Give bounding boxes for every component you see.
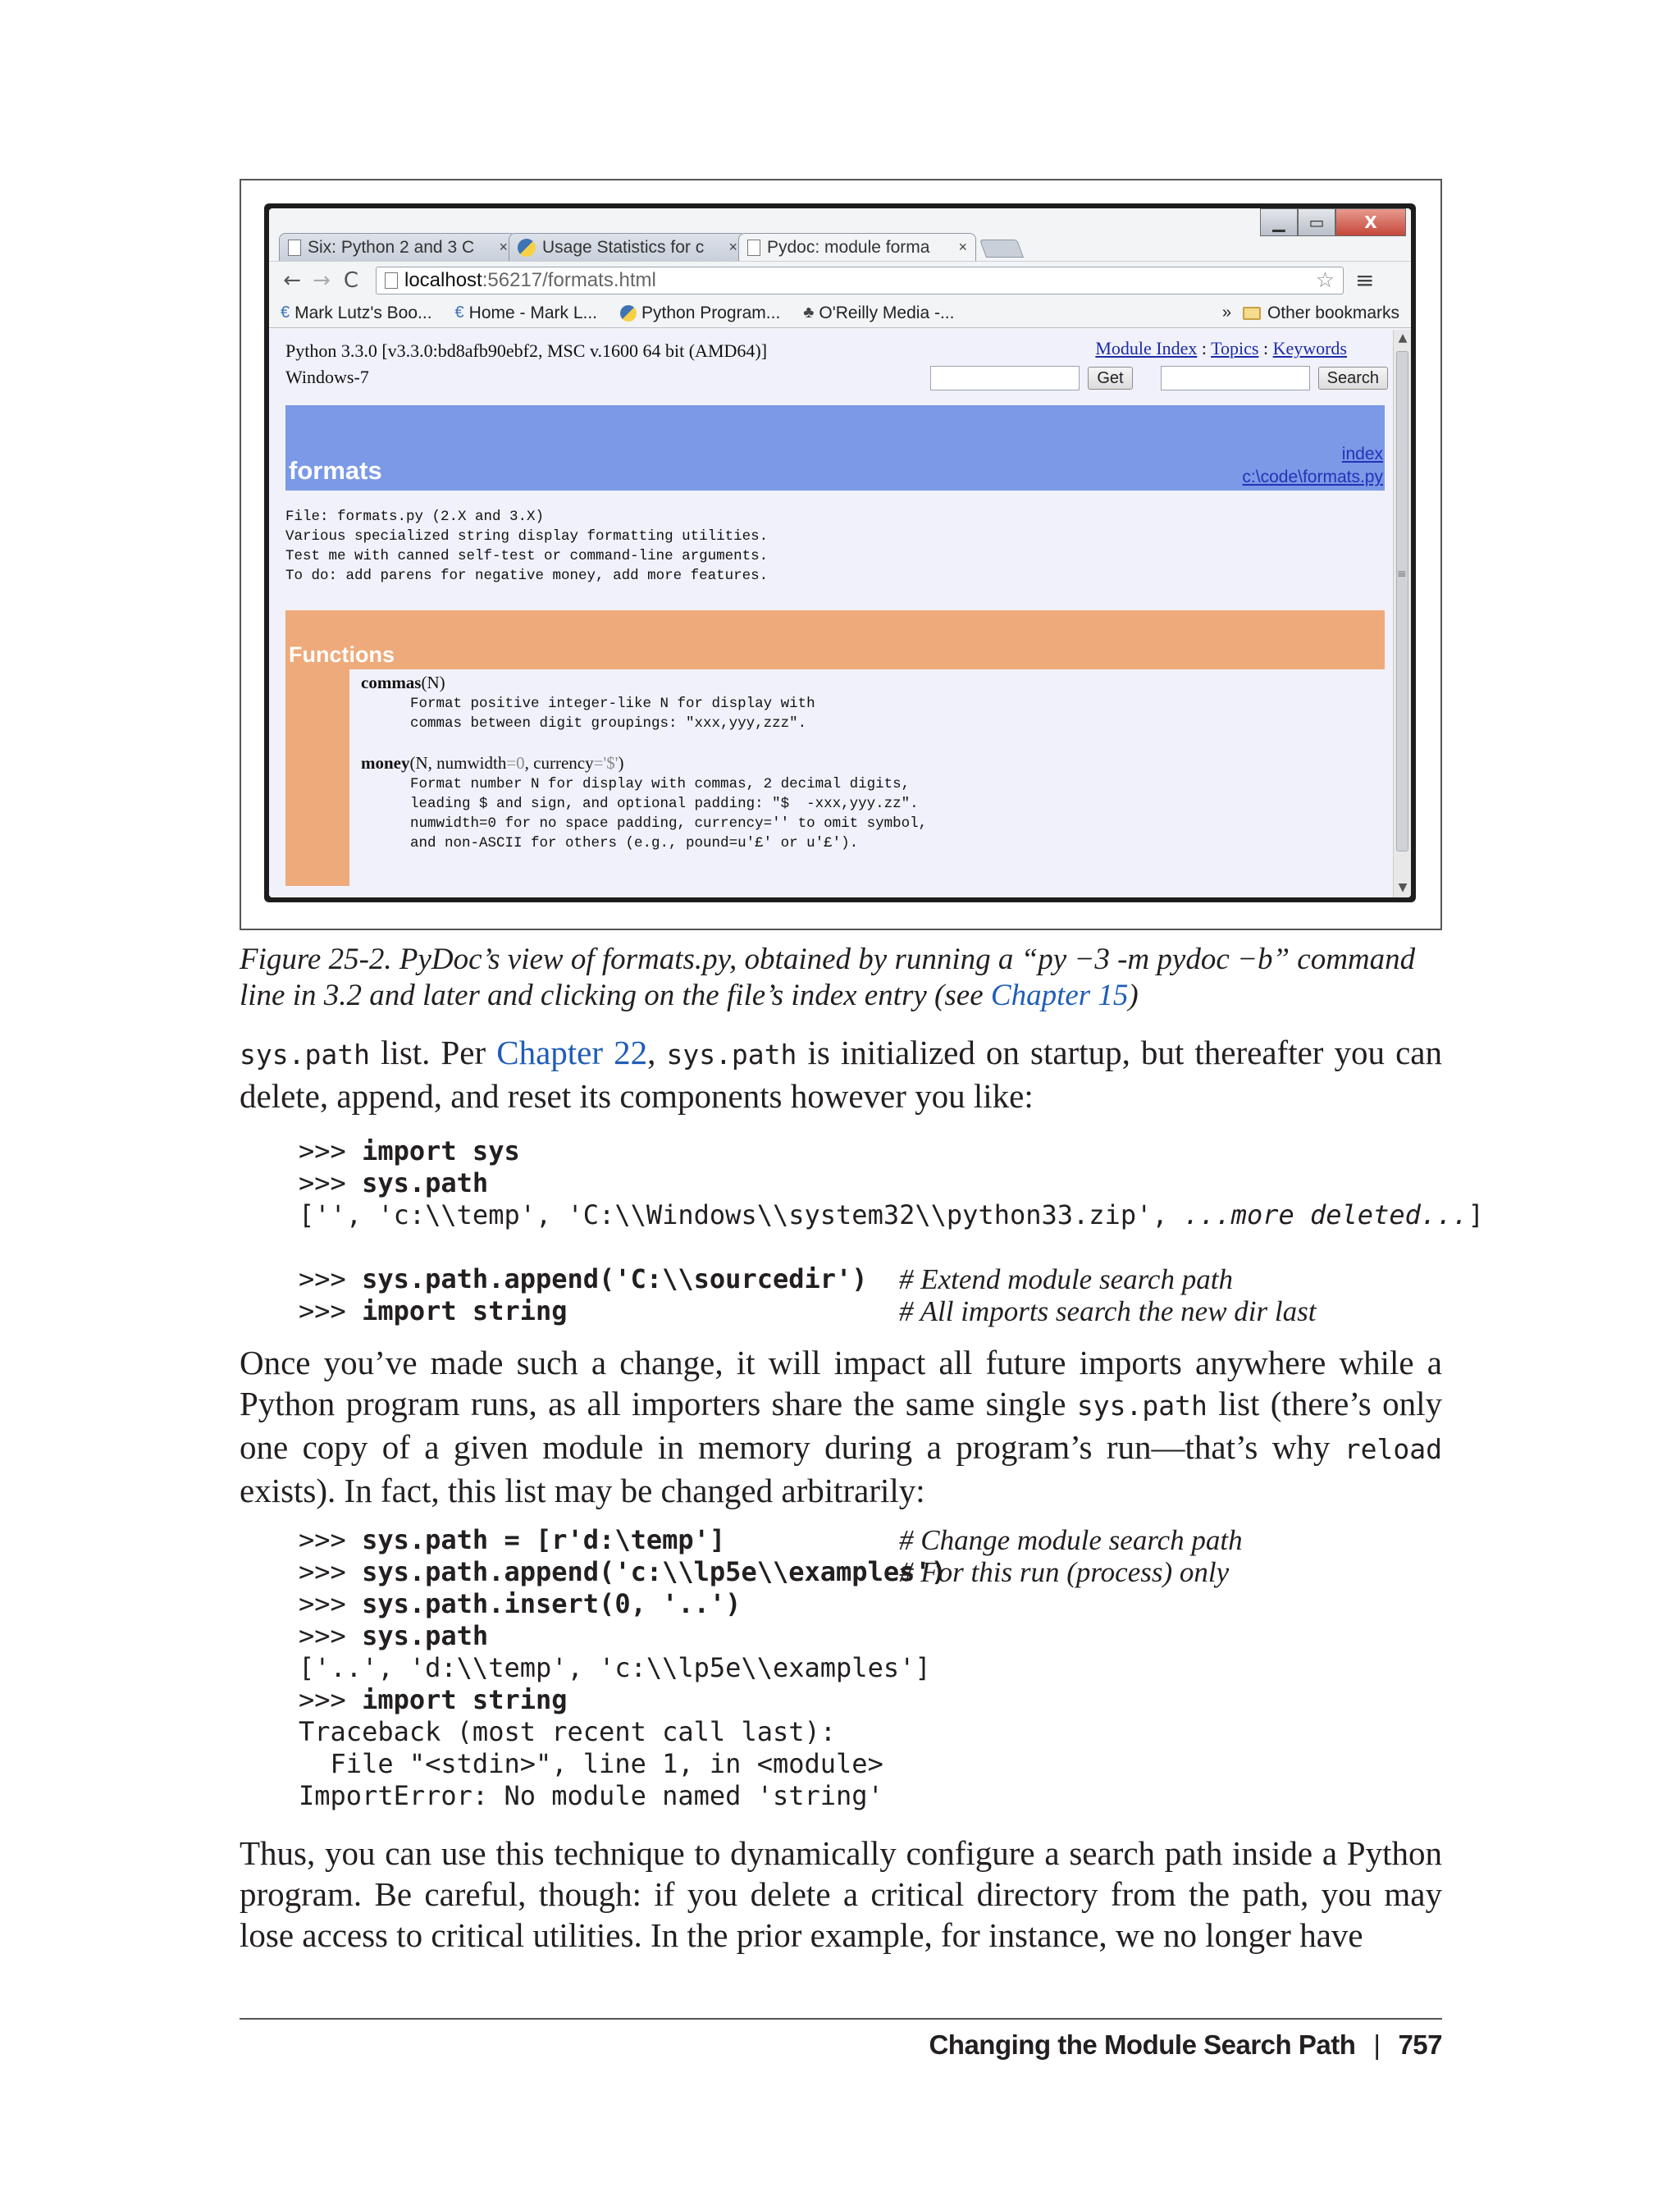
bookmark-label: Mark Lutz's Boo... (294, 303, 432, 322)
prompt: >>> (299, 1588, 363, 1619)
functions-body (361, 671, 1385, 853)
page-number: 757 (1398, 2029, 1442, 2060)
document-icon (747, 240, 760, 256)
bookmark-item[interactable] (281, 304, 432, 323)
prompt: >>> (299, 1167, 363, 1198)
new-tab-button[interactable] (979, 240, 1024, 258)
paragraph-text: Once you’ve made such a change, it will impact all future imports anywhere while a Python program runs, as all importers share the same single (240, 1344, 1442, 1422)
paragraph-2 (240, 1342, 1442, 1511)
nav-separator: : (1258, 338, 1273, 358)
paragraph-text: exists). In fact, this list may be changed arbitrarily: (240, 1472, 925, 1509)
close-window-button[interactable]: X (1335, 208, 1406, 236)
index-link[interactable]: index (1341, 445, 1383, 463)
caption-text: Figure 25-2. PyDoc’s view of formats.py, obtained by running a “py −3 -m pydoc −b” command line in 3.2 and later and clicking on the file’s index entry (see (240, 943, 1416, 1012)
code-comment: # Extend module search path (899, 1263, 1233, 1295)
paragraph-text: is initialized on startup, but thereafter you can delete, append, and reset its components however you like: (240, 1034, 1442, 1115)
code-output: File "<stdin>", line 1, in <module> (299, 1748, 883, 1779)
other-bookmarks-label: Other bookmarks (1267, 303, 1399, 322)
code-comment: # For this run (process) only (899, 1556, 1230, 1588)
e-icon: € (454, 304, 464, 322)
function-args: ) (618, 753, 624, 773)
python-version: Python 3.3.0 [v3.3.0:bd8afb90ebf2, MSC v.1600 64 bit (AMD64)] (285, 340, 768, 361)
inline-code: sys.path (1076, 1390, 1208, 1422)
prompt: >>> (299, 1684, 363, 1715)
minimize-button[interactable]: ▁ (1260, 208, 1298, 236)
bookmark-item[interactable] (620, 304, 780, 323)
scrollbar[interactable] (1393, 330, 1411, 897)
code-line (299, 1716, 947, 1748)
function-signature (361, 751, 1385, 774)
other-bookmarks[interactable] (1243, 304, 1399, 323)
footer-rule (240, 2018, 1442, 2020)
tab-pydoc[interactable] (738, 233, 976, 261)
bookmark-item[interactable] (455, 304, 598, 323)
window-controls (1260, 208, 1406, 236)
functions-header (285, 610, 1385, 669)
document-icon (288, 240, 301, 256)
scroll-down-icon[interactable]: ▼ (1398, 881, 1408, 894)
code-line (299, 1588, 947, 1620)
file-link[interactable]: c:\code\formats.py (1242, 468, 1383, 486)
code-input: sys.path (362, 1620, 489, 1651)
search-row (930, 366, 1388, 390)
function-args: (N, numwidth (409, 753, 507, 773)
paragraph-text: list (there’s only one copy of a given module in memory during a program’s run—that’s why (240, 1385, 1442, 1466)
running-footer (929, 2029, 1442, 2061)
back-button[interactable]: ← (283, 267, 301, 293)
functions-section (285, 610, 1385, 886)
python-icon (518, 239, 536, 257)
code-comment: # All imports search the new dir last (899, 1295, 1317, 1327)
maximize-button[interactable]: ▭ (1298, 208, 1335, 236)
prompt: >>> (299, 1295, 363, 1326)
get-button[interactable]: Get (1088, 367, 1132, 390)
topics-link[interactable]: Topics (1211, 338, 1259, 358)
more-bookmarks-icon[interactable]: » (1221, 304, 1231, 322)
function-name: money (361, 753, 410, 773)
tab-close-icon[interactable]: × (958, 239, 967, 255)
chapter-link[interactable]: Chapter 22 (496, 1034, 648, 1071)
bookmarks-bar (269, 299, 1411, 328)
tab-close-icon[interactable]: × (499, 239, 508, 255)
code-line (299, 1652, 947, 1684)
code-input: import string (362, 1295, 568, 1326)
tab-title: Six: Python 2 and 3 C (308, 237, 475, 257)
search-button[interactable]: Search (1318, 367, 1388, 390)
python-icon (620, 305, 637, 322)
default-value: ='$' (593, 753, 619, 773)
python-info (285, 338, 767, 390)
page-viewport (269, 330, 1393, 897)
oreilly-icon: ♣ (803, 304, 815, 322)
get-input[interactable] (930, 366, 1080, 390)
search-input[interactable] (1161, 366, 1310, 390)
tab-title: Usage Statistics for c (542, 237, 705, 257)
functions-stripe (285, 669, 349, 886)
prompt: >>> (299, 1135, 363, 1166)
tab-title: Pydoc: module forma (767, 237, 930, 257)
code-input: sys.path.insert(0, '..') (362, 1588, 742, 1619)
module-docstring: File: formats.py (2.X and 3.X) Various specialized string display formatting utilities. Test me with canned self-test or command-line arguments. To do: add parens for negative money, add more features. (285, 509, 769, 584)
browser-chrome (269, 208, 1411, 897)
keywords-link[interactable]: Keywords (1272, 338, 1347, 358)
code-input: sys.path.append('c:\\lp5e\\examples') (362, 1556, 947, 1587)
url-path: :56217/formats.html (482, 268, 656, 291)
menu-icon[interactable]: ≡ (1355, 267, 1375, 294)
code-output: Traceback (most recent call last): (299, 1716, 837, 1747)
prompt: >>> (299, 1524, 363, 1555)
footer-separator: | (1373, 2029, 1381, 2060)
page-icon (385, 272, 398, 289)
code-input: sys.path = [r'd:\temp'] (362, 1524, 726, 1555)
address-bar[interactable] (376, 267, 1344, 294)
code-comment: # Change module search path (899, 1524, 1243, 1556)
browser-window (264, 203, 1416, 902)
prompt: >>> (299, 1620, 363, 1651)
figure-caption (240, 942, 1445, 1014)
functions-header-label: Functions (289, 642, 395, 667)
code-output: ['', 'c:\\temp', 'C:\\Windows\\system32\\python33.zip', (299, 1199, 1184, 1230)
module-index-link[interactable]: Module Index (1095, 338, 1198, 358)
function-doc: Format number N for display with commas, 2 decimal digits, leading $ and sign, and optional padding: "$ -xxx,yyy.zz". numwidth=0 for no space padding, currency='' to omit symbol, and non-ASCII for others (e.g., pound=u'£' or u'£'). (410, 776, 928, 851)
function-signature (361, 671, 1385, 694)
tab-six[interactable] (279, 233, 517, 261)
pydoc-nav (1095, 338, 1347, 359)
nav-separator: : (1197, 338, 1212, 358)
code-output: ['..', 'd:\\temp', 'c:\\lp5e\\examples'] (299, 1652, 931, 1683)
code-line (299, 1524, 947, 1556)
function-args: (N) (421, 673, 445, 692)
inline-code: reload (1344, 1433, 1442, 1465)
figure-frame (240, 179, 1442, 930)
paragraph-text: , (647, 1034, 667, 1071)
function-doc: Format positive integer-like N for display with commas between digit groupings: "xxx,yyy,zzz". (410, 696, 815, 732)
tab-usage-statistics[interactable] (509, 233, 746, 261)
forward-button[interactable]: → (313, 267, 331, 293)
code-input: import string (362, 1684, 568, 1715)
module-title: formats (289, 456, 382, 485)
e-icon: € (281, 304, 290, 322)
code-input: sys.path (362, 1167, 489, 1198)
paragraph-3: Thus, you can use this technique to dynamically configure a search path inside a Python program. Be careful, though: if you delete a critical directory from the path, you may lose access to critical utilities. In the prior example, for instance, we no longer have (240, 1834, 1442, 1954)
code-line (299, 1135, 1484, 1167)
inline-code: sys.path (240, 1039, 370, 1071)
title-links (1242, 443, 1383, 489)
url-host: localhost (404, 268, 482, 291)
code-input: sys.path.append('C:\\sourcedir') (362, 1263, 868, 1294)
code-line (299, 1620, 947, 1652)
tab-strip (279, 233, 1020, 261)
function-args: , currency (524, 753, 594, 773)
module-title-bar (285, 405, 1385, 491)
code-input: import sys (362, 1135, 520, 1166)
prompt: >>> (299, 1263, 363, 1294)
function-name: commas (361, 673, 422, 692)
code-line (299, 1199, 1484, 1231)
prompt: >>> (299, 1556, 363, 1587)
platform: Windows-7 (285, 367, 369, 387)
code-line (299, 1684, 947, 1716)
tab-close-icon[interactable]: × (728, 239, 737, 255)
bookmark-item[interactable] (803, 304, 954, 323)
caption-end: ) (1128, 979, 1139, 1012)
code-output-italic: ...more deleted... (1183, 1199, 1468, 1230)
inline-code: sys.path (666, 1039, 797, 1071)
code-line (299, 1167, 1484, 1199)
reload-button[interactable]: C (343, 267, 359, 293)
bookmark-label: O'Reilly Media -... (819, 303, 955, 322)
paragraph-text: list. Per (369, 1034, 497, 1071)
bookmark-label: Python Program... (641, 303, 781, 322)
code-output: ] (1468, 1199, 1484, 1230)
scroll-thumb[interactable] (1396, 351, 1408, 851)
bookmark-label: Home - Mark L... (468, 303, 598, 322)
scroll-up-icon[interactable]: ▲ (1398, 331, 1408, 345)
browser-toolbar (269, 261, 1411, 299)
code-line (299, 1780, 947, 1812)
section-title: Changing the Module Search Path (929, 2029, 1356, 2060)
code-line (299, 1748, 947, 1780)
code-line (299, 1263, 1484, 1295)
scroll-grip-icon: ≡ (1397, 568, 1407, 581)
folder-icon (1243, 307, 1261, 320)
code-block-2 (299, 1524, 947, 1812)
paragraph-1 (240, 1032, 1442, 1116)
default-value: =0 (506, 753, 525, 773)
code-output: ImportError: No module named 'string' (299, 1780, 883, 1811)
bookmark-star-icon[interactable]: ☆ (1315, 267, 1335, 292)
caption-link[interactable]: Chapter 15 (990, 979, 1129, 1012)
code-line (299, 1556, 947, 1588)
